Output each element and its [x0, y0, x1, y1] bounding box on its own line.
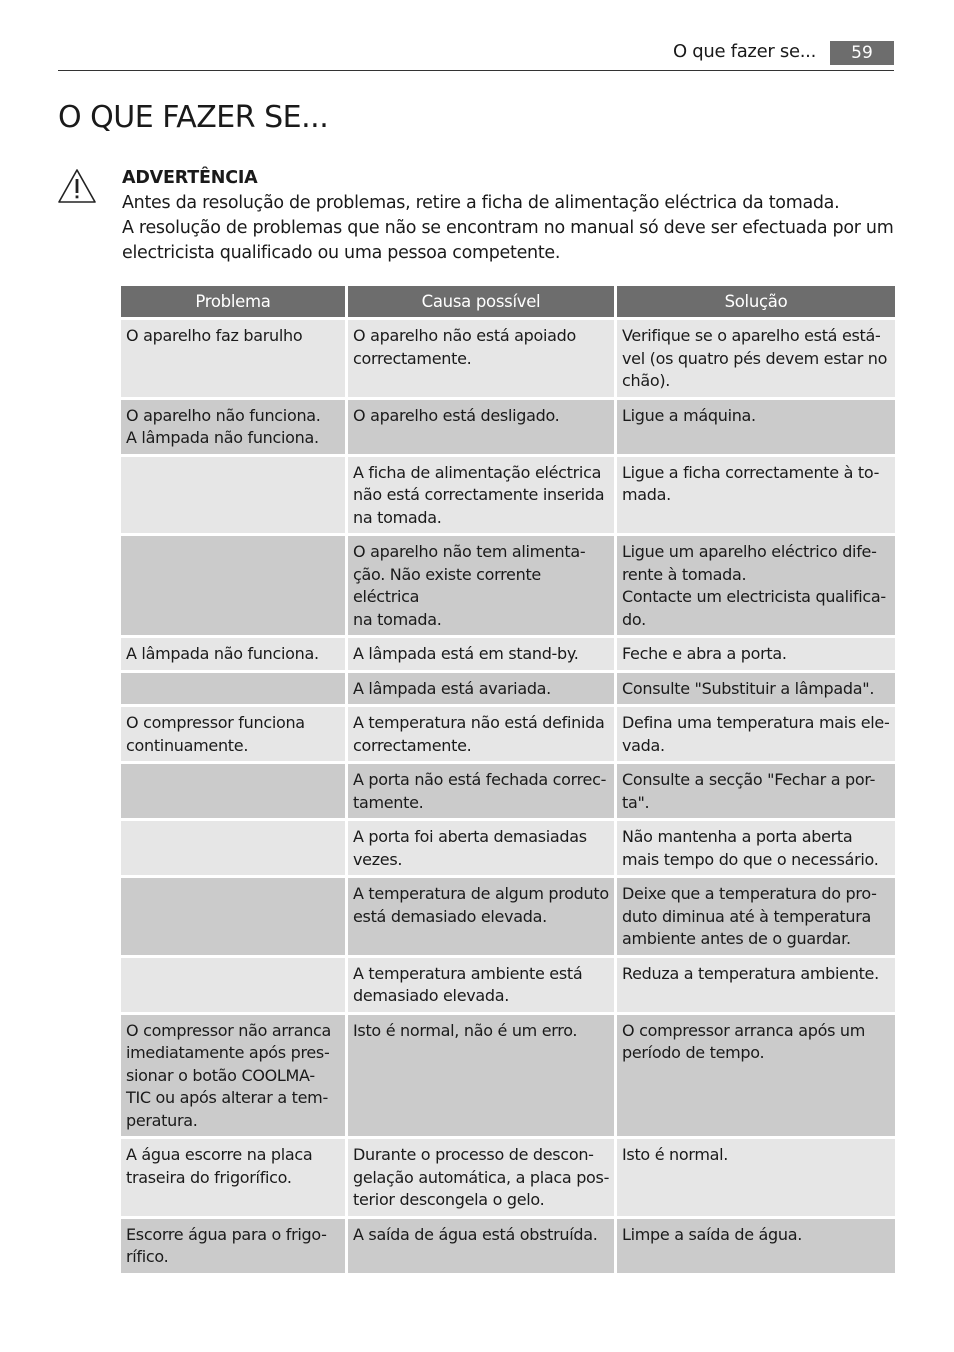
cell-problem: O compressor funciona continuamente.: [121, 707, 345, 761]
table-row: [121, 707, 895, 761]
warning-line-1: Antes da resolução de problemas, retire a ficha de alimentação eléctrica da tomada.: [122, 193, 840, 213]
cell-problem: [121, 958, 345, 1012]
column-header-cause: Causa possível: [348, 286, 614, 317]
cell-cause: A lâmpada está avariada.: [348, 673, 614, 705]
table-row: [121, 878, 895, 955]
cell-problem: [121, 536, 345, 635]
table-row: [121, 638, 895, 670]
cell-problem: A água escorre na placa traseira do frigorífico.: [121, 1139, 345, 1216]
table-row: [121, 1219, 895, 1273]
cell-problem: [121, 764, 345, 818]
cell-problem: O compressor não arranca imediatamente após pres- sionar o botão COOLMA- TIC ou após alterar a tem- peratura.: [121, 1015, 345, 1137]
cell-cause: O aparelho não está apoiado correctamente.: [348, 320, 614, 397]
cell-cause: Durante o processo de descon- gelação automática, a placa pos- terior descongela o gelo.: [348, 1139, 614, 1216]
section-title: O que fazer se...: [672, 41, 816, 62]
cell-cause: A porta não está fechada correc- tamente.: [348, 764, 614, 818]
cell-problem: [121, 821, 345, 875]
cell-cause: A saída de água está obstruída.: [348, 1219, 614, 1273]
column-header-solution: Solução: [617, 286, 895, 317]
cell-cause: A ficha de alimentação eléctrica não está correctamente inserida na tomada.: [348, 457, 614, 534]
table-row: [121, 1139, 895, 1216]
cell-solution: Defina uma temperatura mais ele- vada.: [617, 707, 895, 761]
warning-triangle-icon: [57, 168, 97, 204]
cell-solution: Limpe a saída de água.: [617, 1219, 895, 1273]
cell-solution: Ligue a máquina.: [617, 400, 895, 454]
cell-solution: Isto é normal.: [617, 1139, 895, 1216]
table-row: [121, 457, 895, 534]
cell-problem: Escorre água para o frigo- rífico.: [121, 1219, 345, 1273]
table-row: [121, 536, 895, 635]
cell-solution: Ligue um aparelho eléctrico dife- rente à tomada. Contacte um electricista qualifica- do.: [617, 536, 895, 635]
page-number: 59: [830, 41, 894, 65]
column-header-problem: Problema: [121, 286, 345, 317]
cell-problem: O aparelho faz barulho: [121, 320, 345, 397]
table-row: [121, 1015, 895, 1137]
table-header-row: [121, 286, 895, 317]
cell-cause: Isto é normal, não é um erro.: [348, 1015, 614, 1137]
table-row: [121, 958, 895, 1012]
cell-cause: O aparelho está desligado.: [348, 400, 614, 454]
table-row: [121, 673, 895, 705]
cell-cause: O aparelho não tem alimenta- ção. Não existe corrente eléctrica na tomada.: [348, 536, 614, 635]
cell-cause: A porta foi aberta demasiadas vezes.: [348, 821, 614, 875]
page-header: [58, 38, 894, 71]
cell-problem: [121, 673, 345, 705]
cell-cause: A temperatura não está definida correctamente.: [348, 707, 614, 761]
cell-cause: A temperatura de algum produto está demasiado elevada.: [348, 878, 614, 955]
cell-solution: Não mantenha a porta aberta mais tempo do que o necessário.: [617, 821, 895, 875]
cell-solution: Consulte a secção "Fechar a por- ta".: [617, 764, 895, 818]
cell-problem: O aparelho não funciona. A lâmpada não funciona.: [121, 400, 345, 454]
table-row: [121, 320, 895, 397]
troubleshooting-table: [118, 283, 898, 1276]
table-row: [121, 400, 895, 454]
warning-block: [122, 166, 902, 266]
cell-solution: Consulte "Substituir a lâmpada".: [617, 673, 895, 705]
cell-problem: A lâmpada não funciona.: [121, 638, 345, 670]
table-row: [121, 764, 895, 818]
page-title: O QUE FAZER SE...: [58, 100, 329, 135]
warning-line-2: A resolução de problemas que não se encontram no manual só deve ser efectuada por um electricista qualificado ou uma pessoa competente.: [122, 218, 894, 263]
cell-problem: [121, 878, 345, 955]
warning-heading: ADVERTÊNCIA: [122, 168, 258, 188]
cell-solution: O compressor arranca após um período de tempo.: [617, 1015, 895, 1137]
cell-solution: Ligue a ficha correctamente à to- mada.: [617, 457, 895, 534]
cell-solution: Deixe que a temperatura do pro- duto diminua até à temperatura ambiente antes de o guardar.: [617, 878, 895, 955]
cell-cause: A lâmpada está em stand-by.: [348, 638, 614, 670]
cell-solution: Verifique se o aparelho está está- vel (os quatro pés devem estar no chão).: [617, 320, 895, 397]
cell-problem: [121, 457, 345, 534]
cell-solution: Reduza a temperatura ambiente.: [617, 958, 895, 1012]
cell-cause: A temperatura ambiente está demasiado elevada.: [348, 958, 614, 1012]
table-row: [121, 821, 895, 875]
cell-solution: Feche e abra a porta.: [617, 638, 895, 670]
